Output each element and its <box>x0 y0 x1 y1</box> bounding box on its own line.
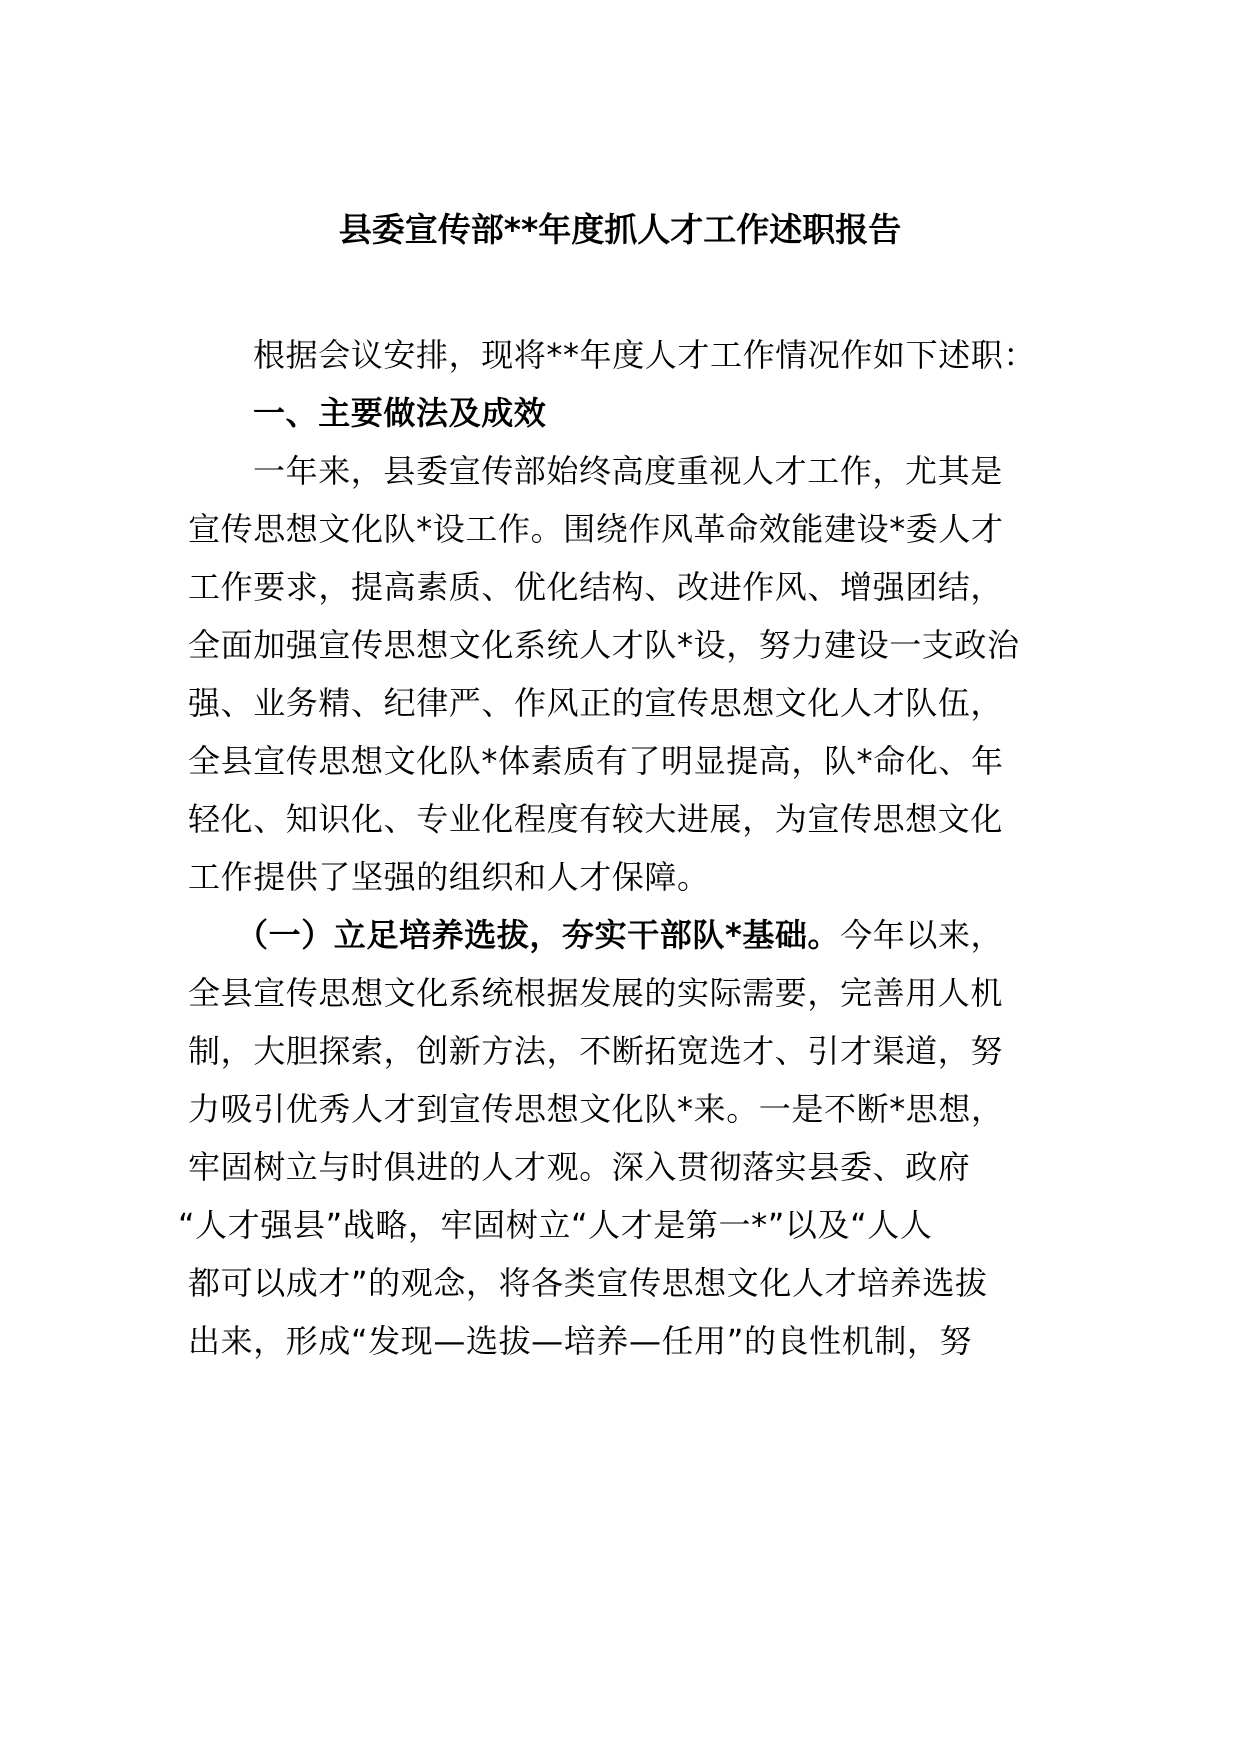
paragraph-line: 强、业务精、纪律严、作风正的宣传思想文化人才队伍， <box>188 684 1004 722</box>
subsection-heading: （一）立足培养选拔，夯实干部队*基础。 <box>236 916 841 954</box>
paragraph-line: 全面加强宣传思想文化系统人才队*设，努力建设一支政治 <box>188 626 1020 664</box>
paragraph-line: 出来，形成“发现—选拔—培养—任用”的良性机制，努 <box>188 1322 973 1360</box>
paragraph-line: 工作要求，提高素质、优化结构、改进作风、增强团结， <box>188 568 1004 606</box>
paragraph-line: 力吸引优秀人才到宣传思想文化队*来。一是不断*思想， <box>188 1090 1004 1128</box>
paragraph-line: 宣传思想文化队*设工作。围绕作风革命效能建设*委人才 <box>188 510 1004 548</box>
paragraph-line: 轻化、知识化、专业化程度有较大进展，为宣传思想文化 <box>188 800 1004 838</box>
paragraph-line: 制，大胆探索，创新方法，不断拓宽选才、引才渠道，努 <box>188 1032 1004 1070</box>
paragraph-line: 一年来，县委宣传部始终高度重视人才工作，尤其是 <box>253 452 1003 490</box>
subsection-lead-text: 今年以来， <box>840 916 1004 954</box>
paragraph-line: 牢固树立与时俱进的人才观。深入贯彻落实县委、政府 <box>188 1148 971 1186</box>
paragraph-line: 都可以成才”的观念，将各类宣传思想文化人才培养选拔 <box>188 1264 988 1302</box>
intro-paragraph: 根据会议安排，现将**年度人才工作情况作如下述职： <box>253 336 1037 374</box>
paragraph-line: 全县宣传思想文化队*体素质有了明显提高，队*命化、年 <box>188 742 1004 780</box>
paragraph-line: “人才强县”战略，牢固树立“人才是第一*”以及“人人 <box>178 1206 933 1244</box>
document-title: 县委宣传部**年度抓人才工作述职报告 <box>338 210 902 249</box>
subsection-first-line <box>236 915 1116 955</box>
paragraph-line: 全县宣传思想文化系统根据发展的实际需要，完善用人机 <box>188 974 1004 1012</box>
paragraph-line: 工作提供了坚强的组织和人才保障。 <box>188 858 710 896</box>
section-heading: 一、主要做法及成效 <box>253 394 547 432</box>
